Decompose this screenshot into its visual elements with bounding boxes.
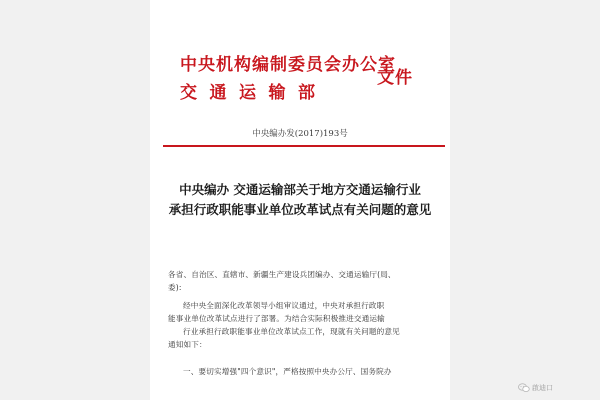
watermark-text: 啟迪口: [532, 384, 553, 392]
document-title-line-1: 中央编办 交通运输部关于地方交通运输行业: [179, 182, 421, 197]
issuer-line-2: 交通运输部: [180, 83, 328, 103]
addressee-line-1: 各省、自治区、直辖市、新疆生产建设兵团编办、交通运输厅(局、: [168, 270, 396, 279]
red-separator-line: [163, 145, 445, 147]
body-line-1: 经中央全面深化改革领导小组审议通过，中央对承担行政职: [183, 301, 385, 310]
wechat-bubble-icon: [518, 383, 530, 393]
issuer-line-1: 中央机构编制委员会办公室: [180, 55, 396, 75]
watermark: [518, 383, 553, 393]
body-line-5: 一、要切实增强"四个意识"，严格按照中央办公厅、国务院办: [183, 367, 392, 376]
body-line-2: 能事业单位改革试点进行了部署。为结合实际积极推进交通运输: [168, 314, 385, 323]
document-number: 中央编办发(2017)193号: [252, 129, 348, 139]
body-line-3: 行业承担行政职能事业单位改革试点工作，现就有关问题的意见: [183, 327, 400, 336]
addressee-line-2: 委):: [168, 283, 182, 292]
document-title-line-2: 承担行政职能事业单位改革试点有关问题的意见: [168, 202, 432, 217]
body-line-4: 通知如下：: [168, 340, 207, 349]
document-label: 文件: [377, 68, 413, 88]
